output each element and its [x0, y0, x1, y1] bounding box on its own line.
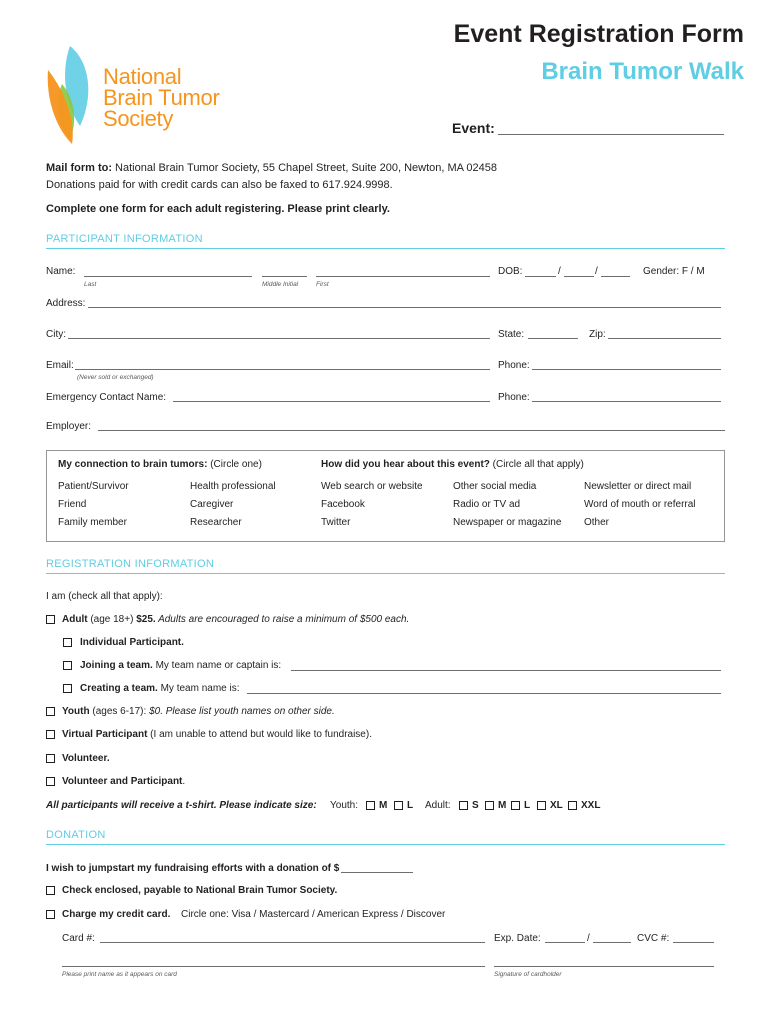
hear-option[interactable]: Newsletter or direct mail	[584, 481, 692, 492]
signature-field[interactable]	[494, 966, 714, 967]
participant-rule	[46, 248, 725, 249]
emergency-contact-field[interactable]	[173, 401, 490, 402]
vol-part-dot: .	[182, 776, 186, 787]
event-label: Event:	[452, 120, 495, 136]
connection-heading-bold: My connection to brain tumors:	[58, 459, 208, 470]
virtual-label	[62, 729, 372, 740]
org-line-1: National	[103, 64, 182, 89]
youth-size-m: M	[379, 800, 388, 811]
youth-mid: (ages 6-17):	[89, 706, 150, 717]
dob-day-field[interactable]	[564, 276, 594, 277]
adult-size-s: S	[472, 800, 479, 811]
youth-size-label: Youth:	[330, 800, 358, 811]
exp-date-label: Exp. Date:	[494, 933, 541, 944]
org-line-3: Society	[103, 106, 174, 131]
connection-heading	[58, 459, 262, 470]
connection-option[interactable]: Family member	[58, 517, 127, 528]
charge-card-checkbox[interactable]	[46, 910, 55, 919]
hear-option[interactable]: Twitter	[321, 517, 351, 528]
adult-size-label: Adult:	[425, 800, 451, 811]
adult-size-xxl: XXL	[581, 800, 601, 811]
adult-mid: (age 18+)	[87, 614, 137, 625]
print-name-caption: Please print name as it appears on card	[62, 971, 177, 978]
check-enclosed-checkbox[interactable]	[46, 886, 55, 895]
event-field[interactable]	[498, 134, 724, 135]
email-label: Email:	[46, 360, 74, 371]
emergency-label: Emergency Contact Name:	[46, 392, 167, 403]
adult-checkbox[interactable]	[46, 615, 55, 624]
volunteer-participant-label	[62, 776, 185, 787]
email-note: (Never sold or exchanged)	[77, 374, 154, 381]
team-name-field[interactable]	[247, 693, 721, 694]
jumpstart-label: I wish to jumpstart my fundraising efforts with a donation of $	[46, 863, 340, 874]
city-label: City:	[46, 329, 66, 340]
volunteer-participant-checkbox[interactable]	[46, 777, 55, 786]
hear-heading-bold: How did you hear about this event?	[321, 459, 490, 470]
cardholder-name-field[interactable]	[62, 966, 485, 967]
mail-address: National Brain Tumor Society, 55 Chapel Street, Suite 200, Newton, MA 02458	[112, 162, 498, 174]
last-caption: Last	[84, 281, 97, 288]
vol-part-bold: Volunteer and Participant	[62, 776, 183, 787]
creating-team-label	[80, 683, 240, 694]
exp-year-field[interactable]	[593, 942, 631, 943]
adult-size-m-checkbox[interactable]	[485, 801, 494, 810]
connection-option[interactable]: Patient/Survivor	[58, 481, 129, 492]
state-field[interactable]	[528, 338, 578, 339]
team-captain-field[interactable]	[291, 670, 721, 671]
emergency-phone-label: Phone:	[498, 392, 530, 403]
middle-caption: Middle Initial	[262, 281, 299, 288]
youth-bold: Youth	[62, 706, 90, 717]
hear-option[interactable]: Other	[584, 517, 610, 528]
check-enclosed-label: Check enclosed, payable to National Brain Tumor Society.	[62, 885, 338, 896]
registration-intro: I am (check all that apply):	[46, 591, 163, 602]
name-label: Name:	[46, 266, 76, 277]
connection-option[interactable]: Health professional	[190, 481, 276, 492]
exp-month-field[interactable]	[545, 942, 585, 943]
first-caption: First	[316, 281, 329, 288]
creating-rest: My team name is:	[157, 683, 240, 694]
youth-size-m-checkbox[interactable]	[366, 801, 375, 810]
adult-size-xxl-checkbox[interactable]	[568, 801, 577, 810]
employer-label: Employer:	[46, 421, 92, 432]
adult-size-xl: XL	[550, 800, 563, 811]
city-field[interactable]	[68, 338, 490, 339]
address-label: Address:	[46, 298, 86, 309]
email-field[interactable]	[75, 369, 490, 370]
registration-heading: REGISTRATION INFORMATION	[46, 558, 215, 570]
volunteer-checkbox[interactable]	[46, 754, 55, 763]
hear-option[interactable]: Other social media	[453, 481, 537, 492]
joining-rest: My team name or captain is:	[152, 660, 282, 671]
connection-option[interactable]: Researcher	[190, 517, 242, 528]
org-line-2: Brain Tumor	[103, 85, 220, 110]
joining-team-label	[80, 660, 281, 671]
card-type-options[interactable]: Circle one: Visa / Mastercard / American Express / Discover	[181, 909, 446, 920]
adult-note: Adults are encouraged to raise a minimum of $500 each.	[155, 614, 410, 625]
creating-bold: Creating a team.	[80, 683, 158, 694]
virtual-rest: (I am unable to attend but would like to fundraise).	[147, 729, 372, 740]
dob-label: DOB:	[498, 266, 523, 277]
adult-size-l-checkbox[interactable]	[511, 801, 520, 810]
first-name-field[interactable]	[316, 276, 490, 277]
youth-size-l-checkbox[interactable]	[394, 801, 403, 810]
state-label: State:	[498, 329, 525, 340]
connection-heading-rest: (Circle one)	[207, 459, 262, 470]
gender-label: Gender: F / M	[643, 266, 705, 277]
phone-field[interactable]	[532, 369, 721, 370]
emergency-phone-field[interactable]	[532, 401, 721, 402]
donation-amount-field[interactable]	[341, 872, 413, 873]
mail-prefix: Mail form to:	[46, 162, 112, 174]
youth-checkbox[interactable]	[46, 707, 55, 716]
participant-heading: PARTICIPANT INFORMATION	[46, 233, 203, 245]
registration-rule	[46, 573, 725, 574]
connection-option[interactable]: Caregiver	[190, 499, 234, 510]
dob-sep-1: /	[558, 266, 561, 277]
youth-note: $0. Please list youth names on other side.	[149, 706, 335, 717]
youth-size-l: L	[407, 800, 414, 811]
exp-sep: /	[587, 933, 590, 944]
mail-line	[46, 162, 497, 174]
joining-bold: Joining a team.	[80, 660, 153, 671]
card-number-field[interactable]	[100, 942, 485, 943]
virtual-checkbox[interactable]	[46, 730, 55, 739]
youth-label	[62, 706, 335, 717]
middle-initial-field[interactable]	[262, 276, 307, 277]
zip-label: Zip:	[589, 329, 606, 340]
adult-label	[62, 614, 409, 625]
org-name	[103, 66, 220, 129]
fax-line: Donations paid for with credit cards can also be faxed to 617.924.9998.	[46, 179, 393, 191]
dob-year-field[interactable]	[601, 276, 630, 277]
card-number-label: Card #:	[62, 933, 95, 944]
virtual-bold: Virtual Participant	[62, 729, 148, 740]
form-subtitle: Brain Tumor Walk	[541, 58, 744, 85]
joining-team-checkbox[interactable]	[63, 661, 72, 670]
donation-rule	[46, 844, 725, 845]
individual-label: Individual Participant.	[80, 637, 184, 648]
tshirt-label: All participants will receive a t-shirt. Please indicate size:	[46, 800, 317, 811]
cvc-label: CVC #:	[637, 933, 670, 944]
adult-size-m: M	[498, 800, 507, 811]
adult-size-l: L	[524, 800, 531, 811]
dob-sep-2: /	[595, 266, 598, 277]
dob-month-field[interactable]	[525, 276, 556, 277]
hear-heading-rest: (Circle all that apply)	[489, 459, 584, 470]
nbts-leaf-logo	[40, 44, 96, 148]
hear-option[interactable]: Radio or TV ad	[453, 499, 521, 510]
adult-bold: Adult	[62, 614, 88, 625]
hear-option[interactable]: Newspaper or magazine	[453, 517, 562, 528]
connection-option[interactable]: Friend	[58, 499, 87, 510]
charge-card-label: Charge my credit card.	[62, 909, 171, 920]
address-field[interactable]	[88, 307, 721, 308]
creating-team-checkbox[interactable]	[63, 684, 72, 693]
zip-field[interactable]	[608, 338, 721, 339]
signature-caption: Signature of cardholder	[494, 971, 562, 978]
cvc-field[interactable]	[673, 942, 714, 943]
hear-option[interactable]: Facebook	[321, 499, 365, 510]
hear-heading	[321, 459, 584, 470]
adult-price: $25.	[136, 614, 156, 625]
adult-size-s-checkbox[interactable]	[459, 801, 468, 810]
individual-checkbox[interactable]	[63, 638, 72, 647]
last-name-field[interactable]	[84, 276, 252, 277]
volunteer-label: Volunteer.	[62, 753, 110, 764]
form-title: Event Registration Form	[453, 20, 744, 48]
employer-field[interactable]	[98, 430, 725, 431]
phone-label: Phone:	[498, 360, 530, 371]
hear-option[interactable]: Word of mouth or referral	[584, 499, 696, 510]
donation-heading: DONATION	[46, 829, 106, 841]
hear-option[interactable]: Web search or website	[321, 481, 423, 492]
print-instruction: Complete one form for each adult registering. Please print clearly.	[46, 203, 390, 215]
adult-size-xl-checkbox[interactable]	[537, 801, 546, 810]
